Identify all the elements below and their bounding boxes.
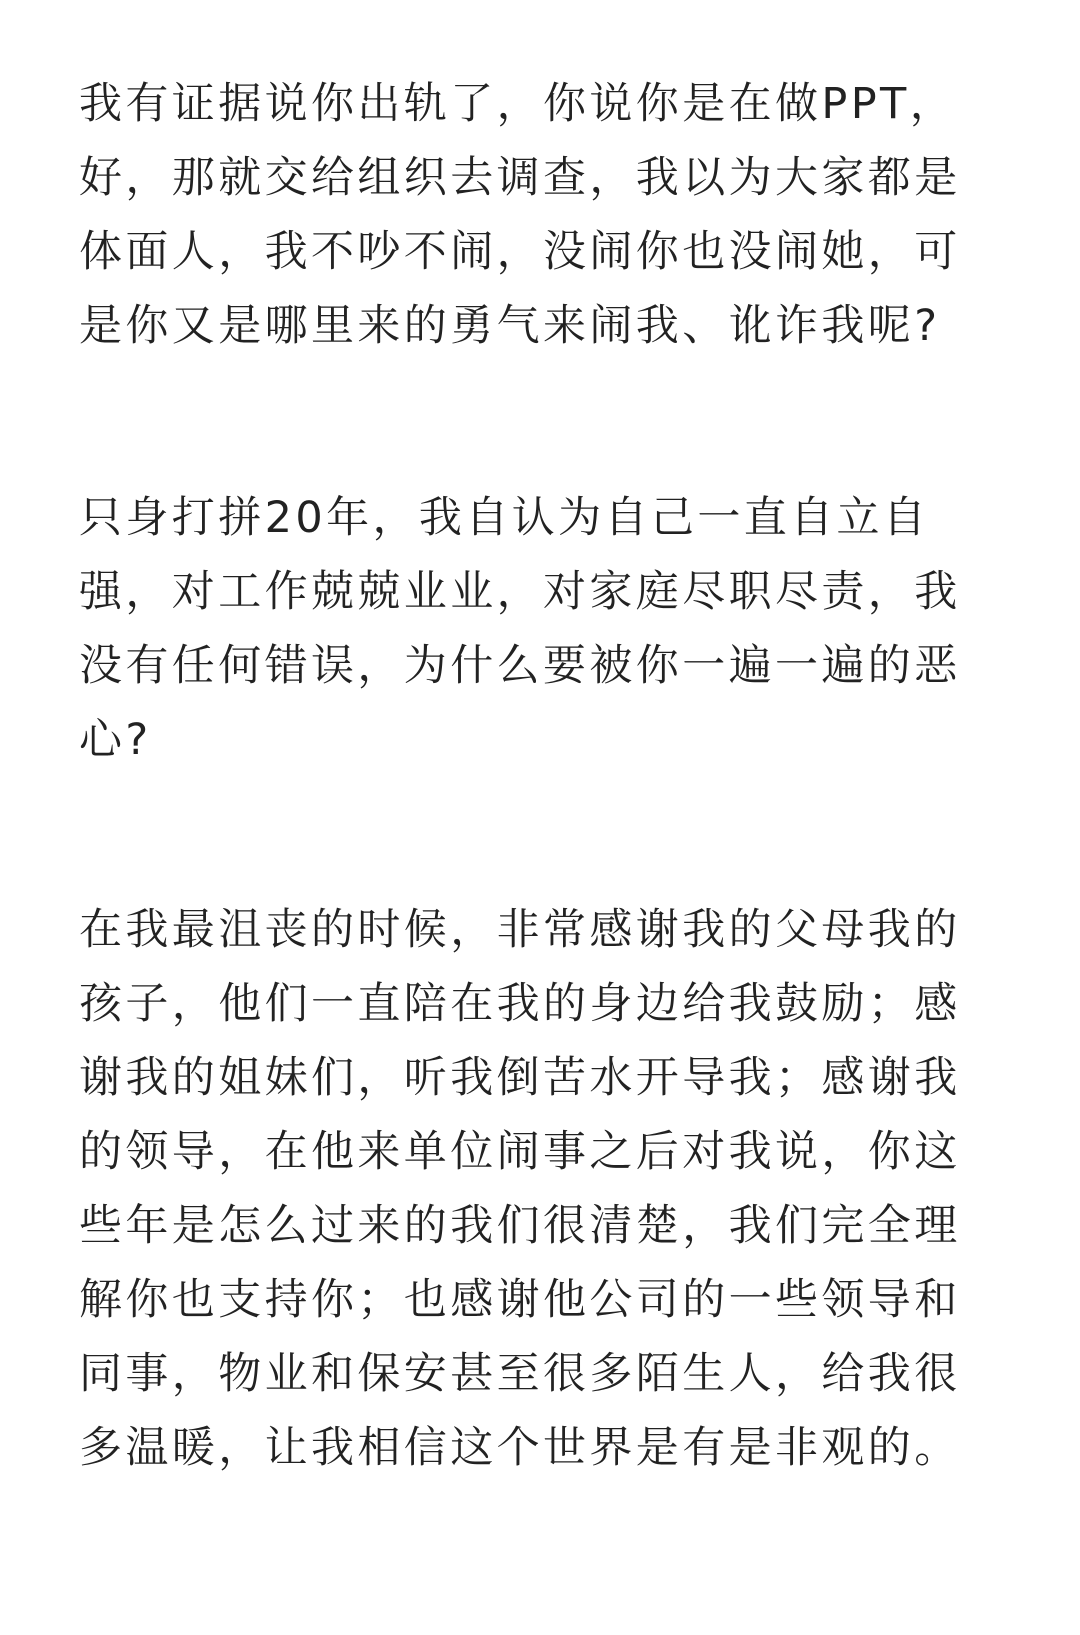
- paragraph-1-line-3: 体面人，我不吵不闹，没闹你也没闹她，可: [79, 227, 961, 277]
- paragraph-1-line-4: 是你又是哪里来的勇气来闹我、讹诈我呢?: [79, 301, 941, 351]
- paragraph-3-line-5: 些年是怎么过来的我们很清楚，我们完全理: [79, 1201, 961, 1251]
- paragraph-2-line-1: 只身打拼20年，我自认为自己一直自立自: [79, 493, 930, 543]
- paragraph-3-line-4: 的领导，在他来单位闹事之后对我说，你这: [79, 1127, 961, 1177]
- paragraph-3-line-6: 解你也支持你；也感谢他公司的一些领导和: [79, 1275, 961, 1325]
- paragraph-1-line-2: 好，那就交给组织去调查，我以为大家都是: [79, 153, 961, 203]
- paragraph-1-line-1: 我有证据说你出轨了，你说你是在做PPT，: [79, 79, 957, 129]
- paragraph-3-line-3: 谢我的姐妹们，听我倒苦水开导我；感谢我: [79, 1053, 961, 1103]
- paragraph-2-line-3: 没有任何错误，为什么要被你一遍一遍的恶: [79, 641, 961, 691]
- paragraph-3-line-8: 多温暖，让我相信这个世界是有是非观的。: [79, 1423, 961, 1473]
- paragraph-2-line-2: 强，对工作兢兢业业，对家庭尽职尽责，我: [79, 567, 961, 617]
- paragraph-3-line-7: 同事，物业和保安甚至很多陌生人，给我很: [79, 1349, 961, 1399]
- paragraph-3-line-1: 在我最沮丧的时候，非常感谢我的父母我的: [79, 905, 961, 955]
- paragraph-2-line-4: 心?: [79, 715, 152, 765]
- paragraph-3-line-2: 孩子，他们一直陪在我的身边给我鼓励；感: [79, 979, 961, 1029]
